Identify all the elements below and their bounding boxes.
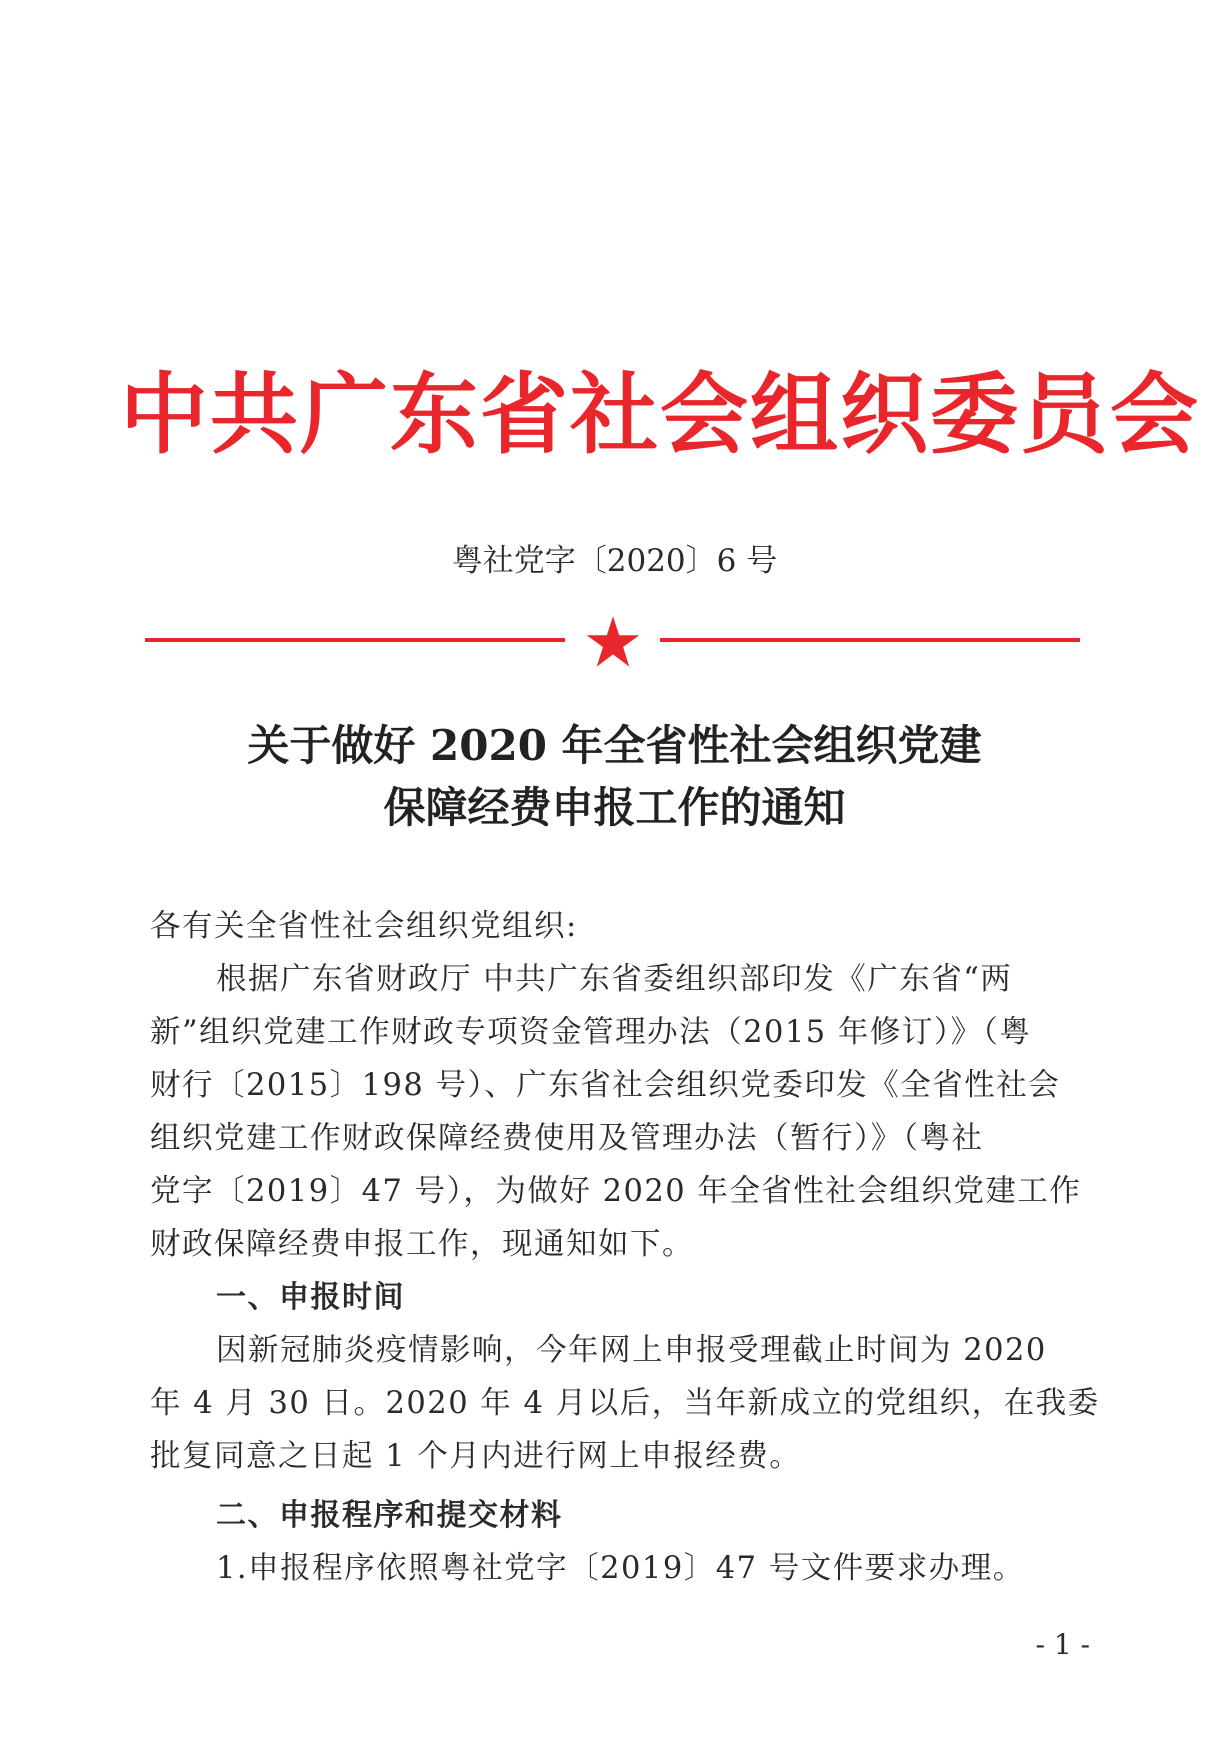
body-line: 批复同意之日起 1 个月内进行网上申报经费。 <box>150 1439 802 1474</box>
body-line: 组织党建工作财政保障经费使用及管理办法（暂行）》（粤社 <box>150 1121 984 1156</box>
body-line: 根据广东省财政厅 中共广东省委组织部印发《广东省“两 <box>216 962 1013 997</box>
red-star-icon <box>585 614 641 670</box>
body-line: 年 4 月 30 日。2020 年 4 月以后，当年新成立的党组织，在我委 <box>150 1386 1100 1421</box>
divider-rule-left <box>145 638 565 642</box>
salutation: 各有关全省性社会组织党组织: <box>150 909 578 944</box>
page-number: - 1 - <box>1035 1628 1090 1661</box>
document-title <box>0 715 1229 839</box>
document-number: 粤社党字〔2020〕6 号 <box>451 543 778 579</box>
red-header-divider <box>145 620 1080 660</box>
body-line: 1.申报程序依照粤社党字〔2019〕47 号文件要求办理。 <box>216 1551 1025 1586</box>
document-body <box>150 900 1100 1595</box>
body-line: 新”组织党建工作财政专项资金管理办法（2015 年修订）》（粤 <box>150 1015 1032 1050</box>
title-line-2: 保障经费申报工作的通知 <box>383 783 846 832</box>
section-heading-1: 一、申报时间 <box>216 1280 405 1315</box>
section-heading-2: 二、申报程序和提交材料 <box>216 1498 563 1533</box>
issuing-organization: 中共广东省社会组织委员会 <box>120 363 1201 466</box>
body-line: 党字〔2019〕47 号），为做好 2020 年全省性社会组织党建工作 <box>150 1174 1082 1209</box>
body-line: 财行〔2015〕198 号）、广东省社会组织党委印发《全省性社会 <box>150 1068 1061 1103</box>
body-line: 因新冠肺炎疫情影响，今年网上申报受理截止时间为 2020 <box>216 1333 1047 1368</box>
divider-rule-right <box>660 638 1080 642</box>
title-line-1: 关于做好 2020 年全省性社会组织党建 <box>247 721 982 770</box>
body-line: 财政保障经费申报工作，现通知如下。 <box>150 1227 694 1262</box>
